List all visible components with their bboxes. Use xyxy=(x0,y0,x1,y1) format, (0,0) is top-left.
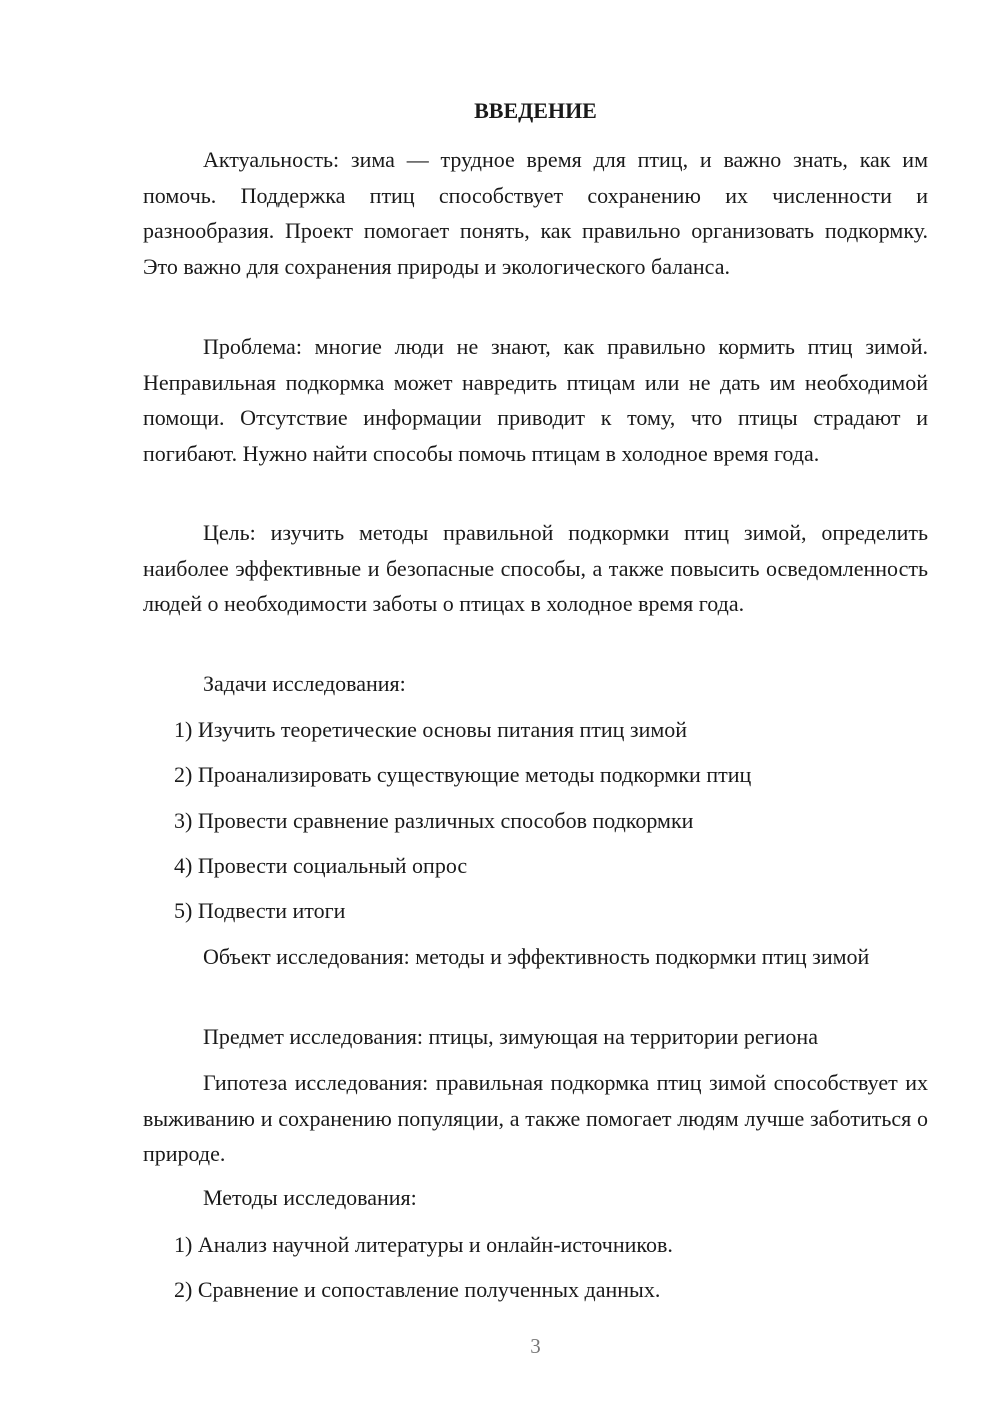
task-item: 4) Провести социальный опрос xyxy=(174,853,468,878)
tasks-heading: Задачи исследования: xyxy=(203,671,406,696)
methods-heading: Методы исследования: xyxy=(203,1185,417,1210)
task-item: 2) Проанализировать существующие методы подкормки птиц xyxy=(174,762,752,787)
problem-paragraph: Проблема: многие люди не знают, как правильно кормить птиц зимой. Неправильная подкормка может навредить птицам или не дать им необходимой помощи. Отсутствие информации приводит к тому, что птицы страдают и погибают. Нужно найти способы помочь птицам в холодное время года. xyxy=(143,334,928,466)
goal-paragraph: Цель: изучить методы правильной подкормки птиц зимой, определить наиболее эффективные и безопасные способы, а также повысить осведомленность людей о необходимости заботы о птицах в холодное время года. xyxy=(143,520,928,616)
page-number: 3 xyxy=(530,1334,541,1358)
hypothesis-paragraph: Гипотеза исследования: правильная подкормка птиц зимой способствует их выживанию и сохранению популяции, а также помогает людям лучше заботиться о природе. xyxy=(143,1070,928,1166)
method-item: 1) Анализ научной литературы и онлайн-источников. xyxy=(174,1232,673,1257)
object-paragraph: Объект исследования: методы и эффективность подкормки птиц зимой xyxy=(203,944,870,969)
task-item: 1) Изучить теоретические основы питания птиц зимой xyxy=(174,717,688,742)
page-title: ВВЕДЕНИЕ xyxy=(474,98,597,123)
task-item: 3) Провести сравнение различных способов подкормки xyxy=(174,808,694,833)
task-item: 5) Подвести итоги xyxy=(174,898,346,923)
subject-paragraph: Предмет исследования: птицы, зимующая на территории региона xyxy=(203,1024,818,1049)
method-item: 2) Сравнение и сопоставление полученных данных. xyxy=(174,1277,661,1302)
relevance-paragraph: Актуальность: зима — трудное время для птиц, и важно знать, как им помочь. Поддержка птиц способствует сохранению их численности и разнообразия. Проект помогает понять, как правильно организовать подкормку. Это важно для сохранения природы и экологического баланса. xyxy=(143,147,928,279)
document-page xyxy=(143,0,928,1414)
